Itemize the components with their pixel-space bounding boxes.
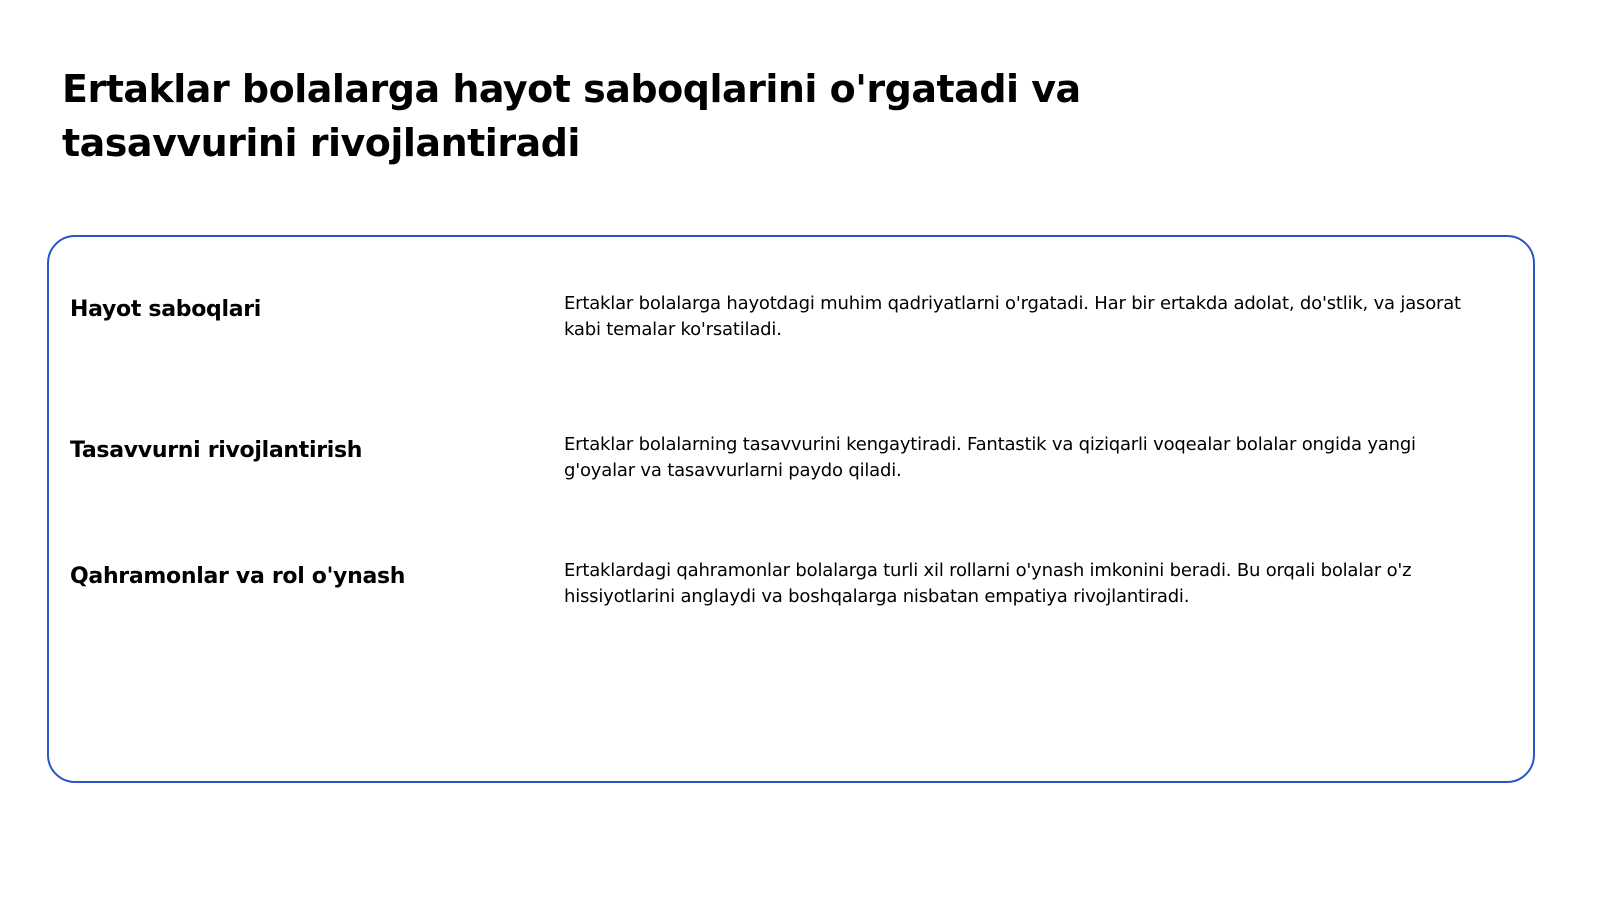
row-heading: Tasavvurni rivojlantirish — [70, 438, 363, 463]
slide-title: Ertaklar bolalarga hayot saboqlarini o'rgatadi va tasavvurini rivojlantiradi — [62, 67, 1081, 165]
row-description: Ertaklardagi qahramonlar bolalarga turli xil rollarni o'ynash imkonini beradi. Bu orqali bolalar o'z hissiyotlarini anglaydi va boshqalarga nisbatan empatiya rivojlantiradi. — [564, 560, 1412, 607]
row-heading: Hayot saboqlari — [70, 297, 262, 322]
row-description: Ertaklar bolalarga hayotdagi muhim qadriyatlarni o'rgatadi. Har bir ertakda adolat, do'stlik, va jasorat kabi temalar ko'rsatiladi. — [564, 293, 1461, 340]
content-card — [47, 235, 1535, 783]
row-heading: Qahramonlar va rol o'ynash — [70, 564, 406, 589]
row-description: Ertaklar bolalarning tasavvurini kengaytiradi. Fantastik va qiziqarli voqealar bolalar ongida yangi g'oyalar va tasavvurlarni paydo qiladi. — [564, 434, 1416, 481]
